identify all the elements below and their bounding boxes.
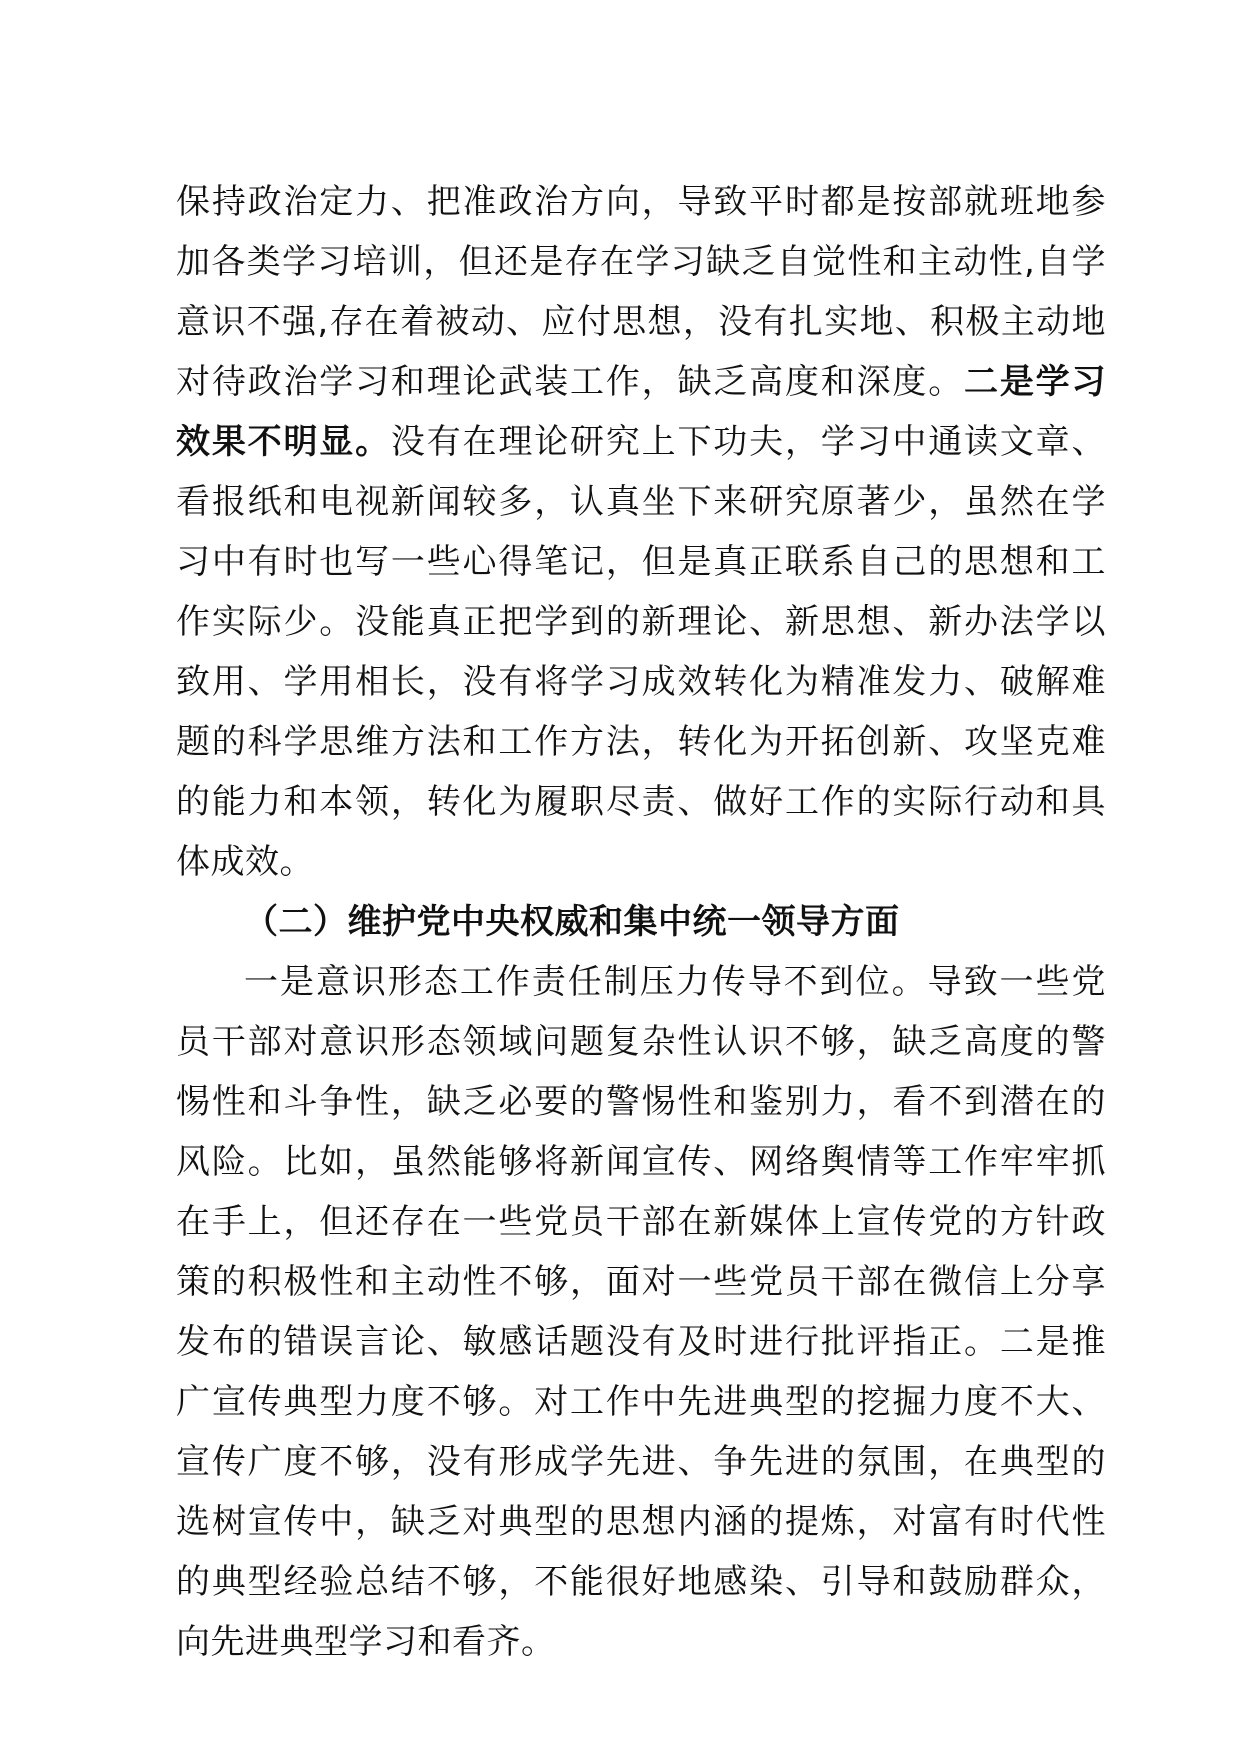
paragraph-text: 没有在理论研究上下功夫，学习中通读文章、看报纸和电视新闻较多，认真坐下来研究原著少，虽然在学习中有时也写一些心得笔记，但是真正联系自己的思想和工作实际少。没能真正把学到的新理论、新思想、新办法学以致用、学用相长，没有将学习成效转化为精准发力、破解难题的科学思维方法和工作方法，转化为开拓创新、攻坚克难的能力和本领，转化为履职尽责、做好工作的实际行动和具体成效。 <box>176 422 1107 882</box>
paragraph: 一是意识形态工作责任制压力传导不到位。导致一些党员干部对意识形态领域问题复杂性认识不够，缺乏高度的警惕性和斗争性，缺乏必要的警惕性和鉴别力，看不到潜在的风险。比如，虽然能够将新闻宣传、网络舆情等工作牢牢抓在手上，但还存在一些党员干部在新媒体上宣传党的方针政策的积极性和主动性不够，面对一些党员干部在微信上分享发布的错误言论、敏感话题没有及时进行批评指正。二是推广宣传典型力度不够。对工作中先进典型的挖掘力度不大、宣传广度不够，没有形成学先进、争先进的氛围，在典型的选树宣传中，缺乏对典型的思想内涵的提炼，对富有时代性的典型经验总结不够，不能很好地感染、引导和鼓励群众，向先进典型学习和看齐。 <box>176 962 1106 1662</box>
paragraph-text: 保持政治定力、把准政治方向，导致平时都是按部就班地参加各类学习培训，但还是存在学习缺乏自觉性和主动性,自学意识不强,存在着被动、应付思想，没有扎实地、积极主动地对待政治学习和理论武装工作，缺乏高度和深度。 <box>176 182 1106 402</box>
bold-subheading: 二是学习效果不明显。 <box>176 362 1107 462</box>
section-heading: （二）维护党中央权威和集中统一领导方面 <box>244 902 900 942</box>
document-body <box>176 172 1106 1672</box>
paragraph-continued <box>176 172 1106 892</box>
